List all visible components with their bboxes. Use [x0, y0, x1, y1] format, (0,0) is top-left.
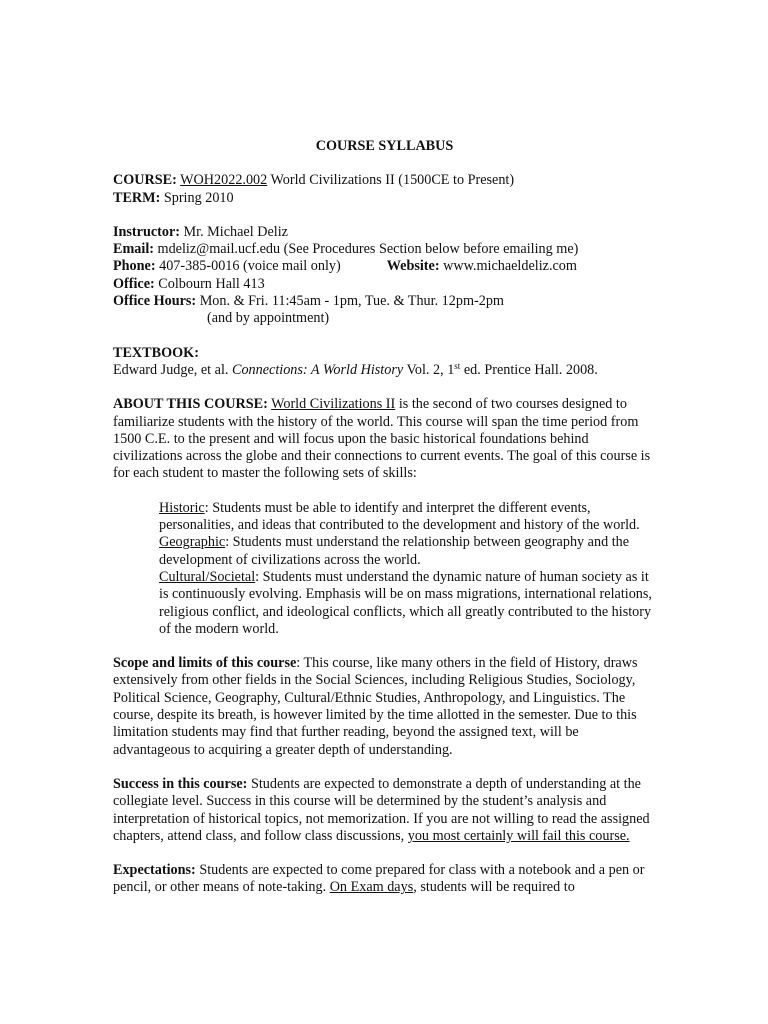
- office-hours-note: (and by appointment): [207, 310, 330, 327]
- about-label: ABOUT THIS COURSE:: [113, 396, 268, 413]
- instructor-name: Mr. Michael Deliz: [179, 223, 288, 240]
- scope-paragraph: [113, 655, 656, 759]
- office-line: [113, 276, 656, 293]
- skill-text: : Students must understand the relationship between geography and the development of civilizations across the world.: [159, 534, 630, 568]
- textbook-title: Connections: A World History: [231, 361, 404, 378]
- term-label: TERM:: [113, 189, 161, 206]
- about-course-name: World Civilizations II: [271, 396, 396, 413]
- office-hours-line: [113, 293, 656, 328]
- skill-name: Historic: [159, 499, 205, 516]
- skill-text: : Students must be able to identify and interpret the different events, personalities, and ideas that contributed to the development and history of the world.: [159, 499, 640, 534]
- skill-item: [159, 500, 656, 535]
- scope-label: Scope and limits of this course: [113, 655, 297, 672]
- textbook-volume: Vol. 2, 1: [403, 361, 455, 378]
- success-paragraph: [113, 776, 656, 845]
- instructor-label: Instructor:: [113, 223, 180, 240]
- office-value: Colbourn Hall 413: [154, 275, 265, 292]
- textbook-authors: Edward Judge, et al.: [113, 361, 232, 378]
- course-label: COURSE:: [113, 172, 177, 189]
- office-hours-label: Office Hours:: [113, 293, 197, 310]
- success-text: Students are expected to demonstrate a depth of understanding at the collegiate level. Success in this course will be determined by the student’s analysis and interpretation of historical topics, not memorization. If you are not willing to read the assigned chapters, attend class, and follow class discussions,: [113, 775, 650, 844]
- skill-item: [159, 534, 656, 569]
- phone-value: 407-385-0016 (voice mail only): [155, 258, 341, 275]
- expectations-text: Students are expected to come prepared for class with a notebook and a pen or pencil, or other means of note-taking.: [113, 862, 645, 896]
- success-warning: you most certainly will fail this course.: [407, 827, 630, 844]
- expectations-label: Expectations:: [113, 862, 196, 879]
- course-line: [113, 172, 656, 189]
- document-title: COURSE SYLLABUS: [315, 138, 454, 154]
- skill-text: : Students must understand the dynamic nature of human society as it is continuously evolving. Emphasis will be on mass migrations, international relations, religious conflict, and ideological conflicts, which all greatly contributed to the history of the modern world.: [159, 568, 652, 637]
- email-value: mdeliz@mail.ucf.edu (See Procedures Section below before emailing me): [153, 241, 579, 258]
- expectations-rest: , students will be required to: [413, 879, 575, 896]
- about-text: is the second of two courses designed to familiarize students with the history of the world. This course will span the time period from 1500 C.E. to the present and will focus upon the basic historical foundations behind civilizations across the globe and their connections to current events. The goal of this course is for each student to master the following sets of skills:: [113, 396, 651, 482]
- about-paragraph: [113, 396, 656, 482]
- office-label: Office:: [113, 275, 155, 292]
- office-hours-value: Mon. & Fri. 11:45am - 1pm, Tue. & Thur. 12pm-2pm: [196, 293, 504, 310]
- textbook-publisher: ed. Prentice Hall. 2008.: [460, 361, 598, 378]
- instructor-line: [113, 224, 656, 241]
- success-label: Success in this course:: [113, 775, 248, 792]
- phone-label: Phone:: [113, 258, 156, 275]
- term-line: [113, 190, 656, 207]
- email-label: Email:: [113, 241, 154, 258]
- email-line: [113, 241, 656, 258]
- textbook-edition-superscript: st: [454, 360, 461, 371]
- term-value: Spring 2010: [160, 189, 234, 206]
- skill-item: [159, 569, 656, 638]
- skills-list: [113, 500, 656, 638]
- course-name: World Civilizations II (1500CE to Present): [267, 172, 515, 189]
- skill-name: Cultural/Societal: [159, 568, 256, 585]
- website-label: Website:: [386, 258, 440, 275]
- textbook-label: TEXTBOOK:: [113, 344, 199, 361]
- exam-days-text: On Exam days: [329, 879, 414, 896]
- skill-name: Geographic: [159, 534, 226, 551]
- scope-text: : This course, like many others in the field of History, draws extensively from other fields in the Social Sciences, including Religious Studies, Sociology, Political Science, Geography, Cultural/Ethnic Studies, Anthropology, and Linguistics. The course, despite its breath, is however limited by the time allotted in the semester. Due to this limitation students may find that further reading, beyond the assigned text, will be advantageous to acquiring a greater depth of understanding.: [113, 655, 638, 758]
- course-code: WOH2022.002: [180, 172, 268, 189]
- textbook-citation: [113, 362, 656, 379]
- phone-line: [113, 258, 656, 275]
- website-value: www.michaeldeliz.com: [439, 258, 577, 275]
- expectations-paragraph: [113, 862, 656, 897]
